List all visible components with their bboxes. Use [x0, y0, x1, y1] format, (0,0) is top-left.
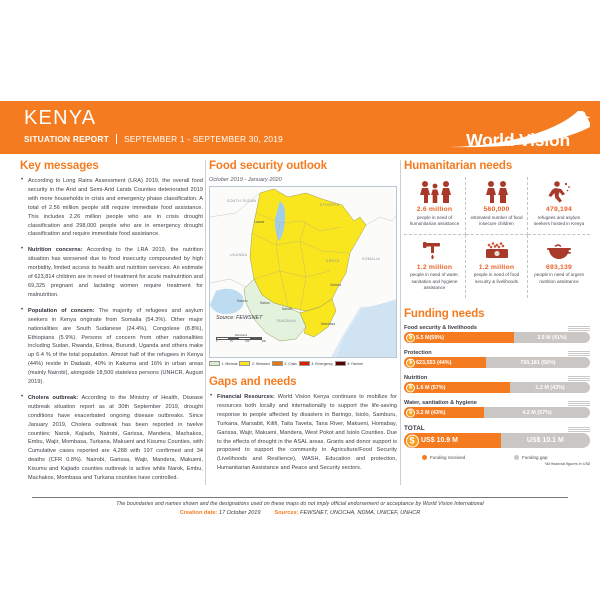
map-country-label: SOMALIA [362, 257, 381, 261]
stat-value: 1.2 million [478, 263, 515, 271]
stat-description: refugees and asylum seekers hosted in Kenya [533, 214, 585, 227]
bullet-lead: Nutrition concerns: [28, 247, 83, 254]
legend-swatch-icon [335, 361, 346, 366]
total-label: TOTAL [404, 424, 425, 432]
currency-coin-icon: $ [406, 408, 415, 417]
funding-received-segment: US$ 10.9 M [404, 433, 501, 448]
legend-label: 5: Famine [347, 361, 363, 366]
funding-gap-segment: 1.2 M (43%) [535, 384, 565, 391]
creation-date-value: 17 October 2019 [218, 509, 261, 516]
funding-row [404, 375, 590, 394]
funding-row-header [404, 325, 590, 331]
funding-received-segment: 623,553 (44%) [404, 357, 486, 368]
map-city-label: Kisumu [237, 299, 248, 303]
report-subtitle [24, 134, 283, 144]
legend-label: 2: Stressed [251, 361, 270, 366]
map-city-label: Nakuru [260, 301, 271, 305]
divider [116, 134, 117, 144]
stat-value: 560,000 [483, 206, 510, 213]
map-country-label: TANZANIA [276, 319, 296, 323]
family-people-icon [406, 179, 463, 203]
sources [275, 510, 421, 516]
funding-legend [404, 455, 590, 460]
nutrition-bowl-icon [530, 237, 588, 261]
ipc-phase-legend [209, 361, 397, 366]
currency-coin-icon: $ [406, 358, 415, 367]
legend-swatch-icon [209, 361, 220, 366]
bullet-text: According to the Ministry of Health, Disease outbreak situation report as at 30th September 2019, drought conditions have exacerbated ongoing disease outbreaks. Since January 2019, Cholera outbreak has been reported in twelve counties; Narok, Kajiado, Nairobi, Garissa, Mandera, Machakos, Embu, Wajir, Mombasa, Turkana, Makueni and Kisumu Counties, with Cumulative cases reported are 4,288 with 197 confirmed and 34 deaths (CFR 0.8%). Nairobi, Garissa, Wajir, Mandera, Makueni, Kisumu and Kajiado counties outbreak is active while Narok, Embu, Machakos, Mombasa and Turkana counties have controlled. [28, 394, 203, 482]
legend-item [335, 361, 363, 366]
food-security-map[interactable] [209, 186, 397, 358]
sources-label: Sources: [274, 509, 299, 516]
scalebar-ticks [216, 340, 266, 343]
legend-label: Funding received [430, 454, 466, 460]
legend-dot-icon [514, 455, 519, 460]
funding-row-total [404, 425, 590, 449]
dash-marks-icon [568, 427, 590, 432]
sector-label: Water, sanitation & hygiene [404, 399, 477, 406]
humanitarian-needs-grid-row1 [404, 177, 590, 235]
map-city-label: Lodwar [254, 220, 265, 224]
report-footer [0, 497, 600, 516]
bullet-lead: Financial Resources: [217, 394, 275, 400]
currency-coin-icon: $ [406, 333, 415, 342]
map-country-label: SOUTH SUDAN [227, 199, 257, 203]
legend-item [209, 361, 237, 366]
dash-marks-icon [568, 401, 590, 406]
funding-gap-segment: 3.9 M (41%) [537, 334, 567, 341]
legend-item-gap [514, 455, 548, 460]
doc-type-label: SITUATION REPORT [24, 134, 109, 144]
legend-item [299, 361, 333, 366]
funding-row [404, 350, 590, 369]
humanitarian-need-card [466, 177, 528, 235]
legend-swatch-icon [272, 361, 283, 366]
legend-label: 1: Minimal [221, 361, 238, 366]
bullet-text: World Vision Kenya continues to mobilize for resources both locally and internationally to support the life-saving response to people affected by disasters in Baringo, Isiolo, Samburu, Turkana, Marsabit, Kilifi, Taita Taveta, Tana River, Makueni, Homabay, Garissa, Wajir, Makueni, Mandera, West Pokot and Isiolo Counties. Due to the effects of drought in the ASAL areas. Grants and donor support is proposed to support the community in Agriculture/Food Security (Livelihoods and Resilience), WASH, Education and protection, Humanitarian Assistance and Peace and Security sectors. [217, 394, 398, 472]
legend-item-received [422, 455, 514, 460]
dash-marks-icon [568, 326, 590, 331]
funding-row-header [404, 400, 590, 406]
food-security-section [209, 160, 397, 480]
funding-bar [404, 357, 590, 368]
report-header [0, 101, 600, 154]
humanitarian-needs-title: Humanitarian needs [404, 160, 513, 172]
map-city-label: Nairobi [282, 307, 293, 311]
scalebar-tick: 75 [229, 340, 233, 343]
key-messages-list [20, 177, 203, 483]
list-item [209, 393, 397, 473]
map-country-label: KENYA [326, 259, 340, 263]
stat-value: 1.2 million [416, 263, 453, 271]
funding-row [404, 325, 590, 344]
currency-coin-icon: $ [406, 434, 419, 447]
stat-value: 479,194 [546, 206, 572, 213]
funding-received-segment: 1.6 M (57%) [404, 382, 510, 393]
sector-label: Nutrition [404, 374, 428, 381]
legend-swatch-icon [299, 361, 310, 366]
funding-bar [404, 332, 590, 343]
funding-row-header [404, 425, 590, 432]
water-tap-icon [406, 237, 463, 261]
funding-gap-segment: 790,181 (56%) [520, 359, 556, 366]
funding-bar [404, 382, 590, 393]
humanitarian-need-card [404, 235, 466, 298]
humanitarian-need-card [466, 235, 528, 298]
funding-needs-title: Funding needs [404, 307, 485, 320]
funding-row-header [404, 375, 590, 381]
footer-meta [0, 510, 600, 516]
sources-value: FEWSNET, UNOCHA, NDMA, UNICEF, UNHCR [300, 509, 421, 516]
funding-gap-segment: 4.2 M (57%) [522, 409, 552, 416]
legend-item [272, 361, 297, 366]
funding-note: *All financial figures in US$ [544, 461, 590, 466]
gaps-needs-list [209, 393, 397, 473]
funding-gap-segment: US$ 10.1 M [526, 437, 564, 445]
column-divider-2 [400, 160, 401, 485]
humanitarian-needs-grid-row2 [404, 235, 590, 298]
bullet-lead: Population of concern: [28, 307, 95, 314]
funding-bar [404, 407, 590, 418]
scalebar-unit: Kilometers [234, 333, 248, 337]
stat-description: estimated number of food insecure children [470, 214, 523, 227]
funding-row-header [404, 350, 590, 356]
page-title: KENYA [24, 107, 97, 129]
stat-description: people in need of food security & livelihoods [473, 272, 520, 284]
creation-date-label: Creation date: [179, 509, 218, 516]
currency-coin-icon: $ [406, 383, 415, 392]
scalebar-tick: 300 [261, 340, 266, 343]
map-graphic [210, 187, 397, 358]
stat-value: 693,139 [546, 263, 572, 271]
list-item [20, 307, 203, 387]
gaps-needs-title: Gaps and needs [209, 376, 297, 388]
sector-label: Food security & livelihoods [404, 324, 478, 331]
right-column [404, 160, 590, 466]
list-item [20, 246, 203, 299]
humanitarian-need-card [528, 235, 590, 298]
footer-divider [32, 497, 568, 498]
legend-label: 3: Crisis [284, 361, 297, 366]
map-city-label: Garissa [330, 283, 341, 287]
food-money-icon [468, 237, 525, 261]
map-scalebar [216, 334, 266, 343]
list-item [20, 177, 203, 239]
map-country-label: UGANDA [230, 253, 248, 257]
funding-bar-total [404, 433, 590, 448]
stat-description: people in need of humanitarian assistance [409, 214, 460, 227]
column-divider-1 [205, 160, 206, 485]
map-country-label: ETHIOPIA [320, 203, 340, 207]
key-messages-title: Key messages [20, 160, 99, 172]
map-disclaimer: The boundaries and names shown and the designations used on these maps do not imply official endorsement or acceptance by World Vision International [116, 500, 484, 507]
list-item [20, 394, 203, 483]
two-people-icon [468, 179, 525, 203]
creation-date [180, 510, 261, 516]
bullet-text: According to Long Rains Assessment (LRA) 2019, the overall food security in the Arid and Semi-Arid Lands Counties deteriorated 2019 with more households in crisis and emergency phase classification. A total of 2.56 million people still require immediate food assistance. This includes 2.26 million people who are in crisis drought classification and 298,000 people who are in emergency drought classification and require immediate food assistance. [28, 178, 203, 238]
bullet-lead: Cholera outbreak: [28, 394, 79, 401]
funding-row [404, 400, 590, 419]
stat-description: people in need of water, sanitation and hygiene assistance [410, 272, 459, 291]
stat-value: 2.6 million [416, 206, 453, 213]
report-period: SEPTEMBER 1 - SEPTEMBER 30, 2019 [123, 134, 284, 144]
sector-label: Protection [404, 349, 432, 356]
refugee-running-icon [530, 179, 588, 203]
org-name: World Vision [466, 130, 570, 150]
funding-received-segment: 3.2 M (43%) [404, 407, 484, 418]
map-period-label: October 2019 - January 2020 [209, 177, 282, 183]
food-security-title: Food security outlook [209, 160, 328, 172]
bullet-text: According to the LRA 2019, the nutrition situation has worsened due to food insecurity compounded by high morbidity, limited access to health and nutrition services. An estimate of 623,814 children are in need of treatment for acute malnutrition and 69,325 pregnant and lactating women require treatment for malnutrition. [28, 247, 203, 298]
humanitarian-need-card [528, 177, 590, 235]
key-messages-section [20, 160, 203, 490]
bullet-text: The majority of refugees and asylum seekers in Kenya originate from Somalia (54.3%). Other major nationalities are South Sudanese (24.4%), Congolese (8.8%), Ethiopians (5.9%). Persons of concern from other nationalities including Sudan, Rwanda, Eritrea, Burundi, Uganda and others make up 6.4 % of the total population. Almost half of the refugees in Kenya (44%) reside in Dadaab, 40% in Kakuma and 16% in urban areas (mainly Nairobi), alongside 18,500 stateless persons (UNHCR, August 2019). [28, 307, 203, 386]
map-city-label: Mombasa [321, 322, 335, 326]
scalebar-tick: 0 [216, 340, 218, 343]
legend-label: 4: Emergency [311, 361, 333, 366]
map-source-label: Source: FEWSNET [216, 315, 263, 321]
dash-marks-icon [568, 351, 590, 356]
legend-label: Funding gap [522, 454, 548, 460]
legend-item [239, 361, 269, 366]
funding-received-segment: 5.5 M(59%) [404, 332, 514, 343]
dash-marks-icon [568, 376, 590, 381]
humanitarian-need-card [404, 177, 466, 235]
scalebar-tick: 150 [245, 340, 250, 343]
stat-description: people in need of urgent nutrition assistance [534, 272, 584, 284]
legend-dot-icon [422, 455, 427, 460]
legend-swatch-icon [239, 361, 250, 366]
